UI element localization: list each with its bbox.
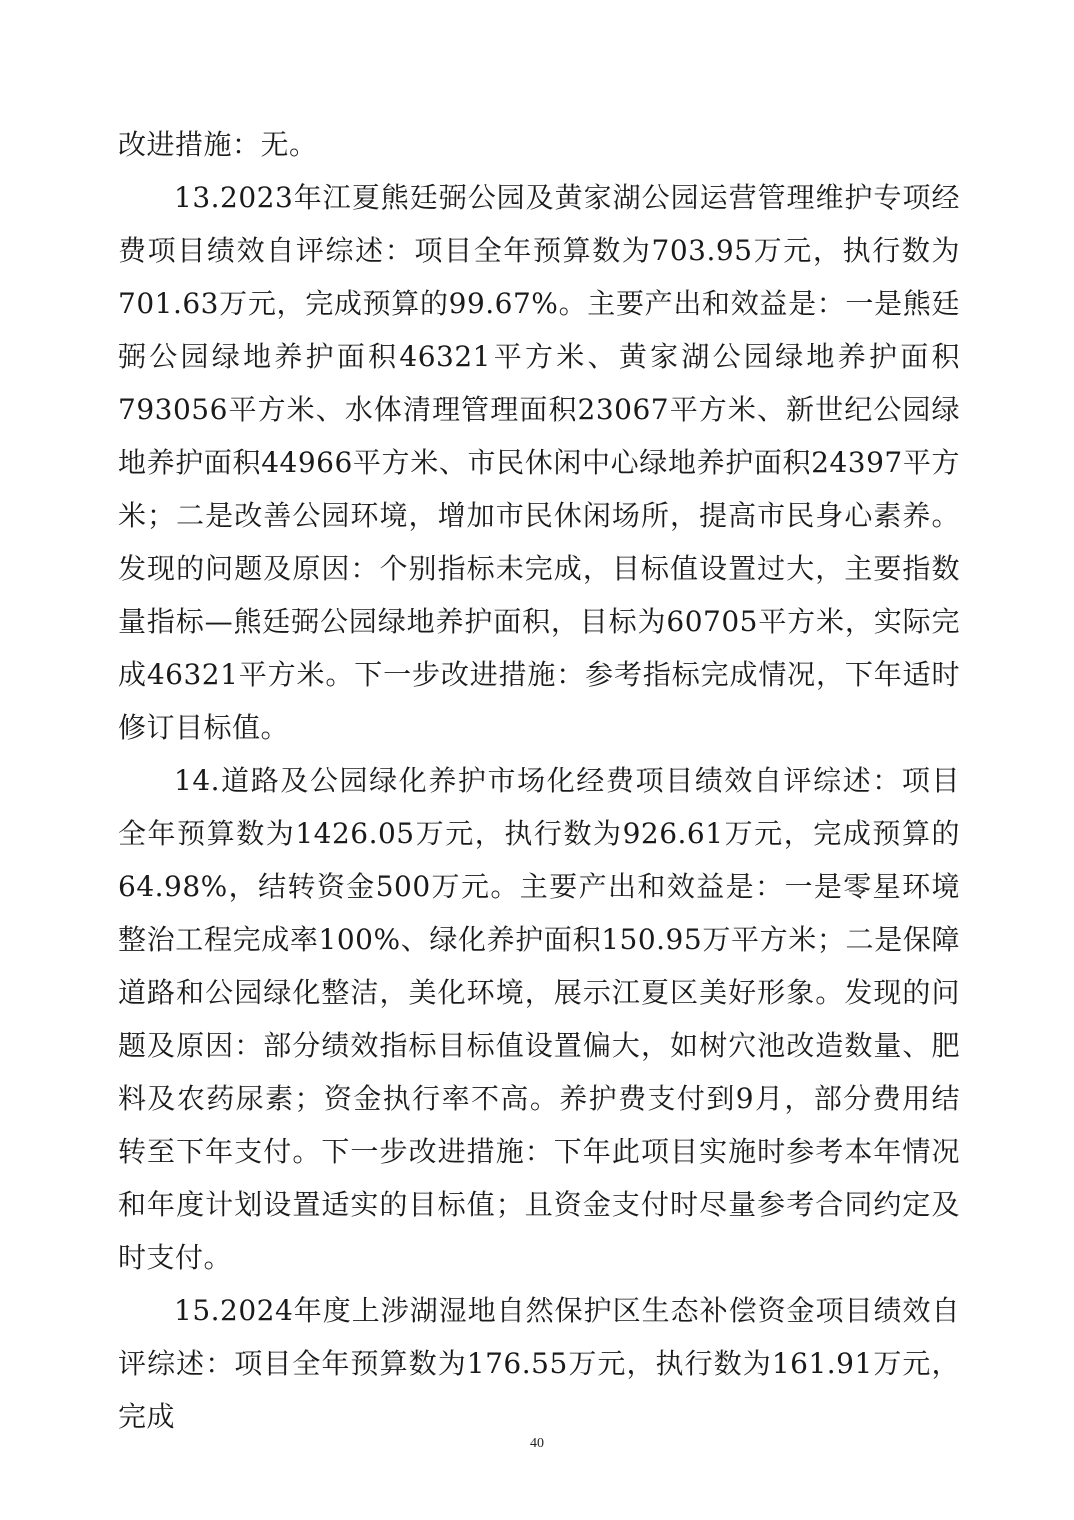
paragraph-improvement-tail: 改进措施：无。 <box>118 128 318 161</box>
paragraph-item-15: 15.2024年度上涉湖湿地自然保护区生态补偿资金项目绩效自评综述：项目全年预算数为176.55万元，执行数为161.91万元，完成 <box>118 1294 960 1433</box>
page-number: 40 <box>530 1436 544 1451</box>
paragraph-item-14: 14.道路及公园绿化养护市场化经费项目绩效自评综述：项目全年预算数为1426.05万元，执行数为926.61万元，完成预算的64.98%，结转资金500万元。主要产出和效益是：一是零星环境整治工程完成率100%、绿化养护面积150.95万平方米；二是保障道路和公园绿化整洁，美化环境，展示江夏区美好形象。发现的问题及原因：部分绩效指标目标值设置偏大，如树穴池改造数量、肥料及农药尿素；资金执行率不高。养护费支付到9月，部分费用结转至下年支付。下一步改进措施：下年此项目实施时参考本年情况和年度计划设置适实的目标值；且资金支付时尽量参考合同约定及时支付。 <box>118 764 960 1274</box>
paragraph-item-13: 13.2023年江夏熊廷弼公园及黄家湖公园运营管理维护专项经费项目绩效自评综述：项目全年预算数为703.95万元，执行数为701.63万元，完成预算的99.67%。主要产出和效益是：一是熊廷弼公园绿地养护面积46321平方米、黄家湖公园绿地养护面积793056平方米、水体清理管理面积23067平方米、新世纪公园绿地养护面积44966平方米、市民休闲中心绿地养护面积24397平方米；二是改善公园环境，增加市民休闲场所，提高市民身心素养。发现的问题及原因：个别指标未完成，目标值设置过大，主要指数量指标—熊廷弼公园绿地养护面积，目标为60705平方米，实际完成46321平方米。下一步改进措施：参考指标完成情况，下年适时修订目标值。 <box>118 181 960 744</box>
body-text <box>118 118 960 1443</box>
